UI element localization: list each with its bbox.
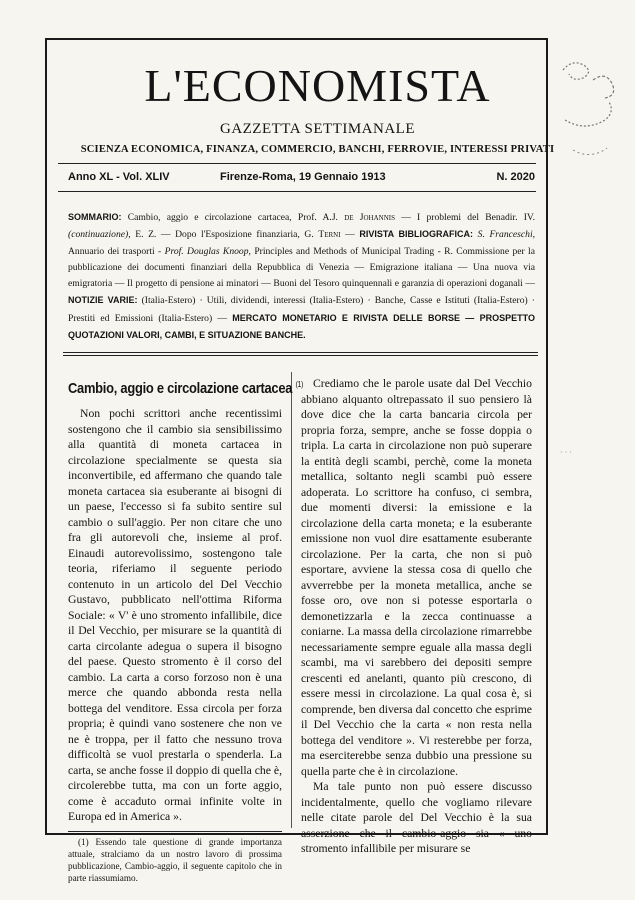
article-right-paragraph-2: Ma tale punto non può essere discusso incidentalmente, quello che vogliamo rilevare nelle citate parole del Del Vecchio è la sua asserzione che il cambio-aggio sia « uno stromento infallibile per misurare se: [301, 780, 532, 855]
article-left-column: [68, 376, 304, 884]
summary-text-1e: , E. Z. — Dopo l'Esposizione finanziaria, G.: [128, 229, 314, 241]
summary-text-1d: (continuazione): [68, 229, 129, 241]
summary-label: SOMMARIO:: [68, 212, 122, 222]
summary: [68, 209, 535, 344]
summary-text-2: S. Franceschi,: [477, 229, 536, 241]
article-title-note: (1): [295, 380, 304, 389]
article-footnote: (1) Essendo tale questione di grande importanza attuale, stralciamo da un nostro lavoro di prossima pubblicazione, Cambio-aggio, il seguente capitolo che in parte riassumiamo.: [68, 836, 282, 884]
summary-text-6: (Italia-Estero) · Utili, dividendi, interessi (Italia-Estero) · Banche, Casse e Istituti (Italia-Estero) · Prestiti ed Emissioni (Italia-Estero) —: [68, 295, 535, 324]
summary-notizie-label: NOTIZIE VARIE:: [68, 295, 138, 306]
section-divider: [63, 352, 538, 353]
footnote-rule: [68, 831, 282, 832]
summary-author-1: de Johannis: [344, 212, 395, 223]
article-title: [68, 376, 304, 398]
summary-mercato: MERCATO MONETARIO E RIVISTA DELLE BORSE — PROSPETTO QUOTAZIONI VALORI, CAMBI, E SITUAZIONE BANCHE.: [68, 312, 535, 341]
summary-text-1: Cambio, aggio e circolazione cartacea, Prof. A.J.: [127, 212, 338, 223]
issue-date: Firenze-Roma, 19 Gennaio 1913: [220, 171, 386, 183]
section-divider-2: [63, 355, 538, 356]
rule-above-issue: [58, 163, 536, 164]
article-right-paragraph-1: Crediamo che le parole usate dal Del Vecchio abbiano alquanto oltrepassato il suo pensiero là dove dice che la carta bancaria circola per propria forza, sempre, anche se fosse doppia o tripla. La carta in circolazione non può superare la entità degli scambi, perchè, come la moneta metallica, soltanto negli scambi può essere adoperata. Lo scrittore ha confuso, ci sembra, due momenti diversi: la emissione e la circolazione della carta moneta; e la esuberante emissione non vuol dire esattamente esuberante circolazione. Per la carta, che non si può esportare, avviene la stessa cosa di quello che avverrebbe per la moneta metallica, anche se fosse oro, ove non si potesse esportarla o demonetizzarla e la zecca continuasse a coniarne. La massa della circolazione rimarrebbe necessariamente sempre eguale alla massa degli scambi, ma vi sarebbero dei depositi sempre crescenti ed anelanti, quanto più crescono, di essere messi in circolazione. La qual cosa è, si comprende, ben diversa dal concetto che esprime il Del Vecchio che la carta « non resta nella bottega del venditore ». Vi resterebbe per forza, ma eserciterebbe senza dubbio una pressione su quella parte che è in circolazione.: [301, 377, 532, 778]
article-right-column: [301, 376, 532, 857]
library-stamp-mark: [553, 50, 623, 170]
summary-author-2: Terni: [318, 229, 341, 241]
summary-text-1c: — I problemi del Benadir. IV.: [401, 212, 535, 223]
article-title-text: Cambio, aggio e circolazione cartacea: [68, 380, 293, 397]
summary-text-5: Principles and Methods of Municipal Trading - R. Commissione per la pubblicazione dei documenti finanziari della Repubblica di Venezia — Emigrazione italiana — Una nuova via emigratoria — Il progetto di pensione ai minatori — Buoni del Tesoro quinquennali e garanzia di operazioni doganali —: [68, 245, 535, 290]
issue-number: N. 2020: [496, 171, 535, 183]
masthead-subtitle: GAZZETTA SETTIMANALE: [219, 121, 416, 137]
column-divider: [291, 372, 292, 828]
summary-rivista-label: RIVISTA BIBLIOGRAFICA:: [359, 229, 474, 240]
issue-volume: Anno XL - Vol. XLIV: [68, 171, 170, 183]
summary-text-4: Prof. Douglas Knoop,: [164, 245, 251, 257]
summary-dash: —: [345, 229, 355, 241]
summary-text-3: Annuario dei trasporti -: [68, 245, 162, 257]
masthead-title: L'ECONOMISTA: [144, 60, 491, 111]
rule-below-issue: [58, 191, 536, 192]
margin-specks: · · ·: [560, 448, 572, 457]
masthead-tagline: SCIENZA ECONOMICA, FINANZA, COMMERCIO, BANCHI, FERROVIE, INTERESSI PRIVATI: [80, 144, 555, 155]
article-left-paragraph: Non pochi scrittori anche recentissimi sostengono che il cambio sia sensibilissimo alla quantità di moneta cartacea in circolazione specialmente se questa sia inconvertibile, ed affermano che quando tale moneta cartacea sia esuberante ai bisogni di un paese, l'eccesso si fa subito sentire sul cambio o sull'aggio. Per non citare che uno fra gli autorevoli che, insieme al prof. Einaudi autorevolissimo, sostengono tale teoria, riferiamo il seguente periodo contenuto in un articolo del Del Vecchio Gustavo, pubblicato nell'ottima Riforma Sociale: « V' è uno stromento infallibile, dice il Del Vecchio, per misurare se la quantità di carta circolante adegua o supera il bisogno del paese. Questo stromento è il corso del cambio. La carta a corso forzoso non è una merce che quando abbonda resta nella bottega del venditore. Essa circola per forza propria; è quindi vano sostenere che non ve ne è troppa, per il fatto che nessuno trova difficoltà se vuol prestarla o spenderla. La carta, se anche fosse il doppio di quella che è, circolerebbe tutta, ma con un forte aggio, come è accaduto ormai infinite volte in Europa ed in America ».: [68, 407, 282, 823]
